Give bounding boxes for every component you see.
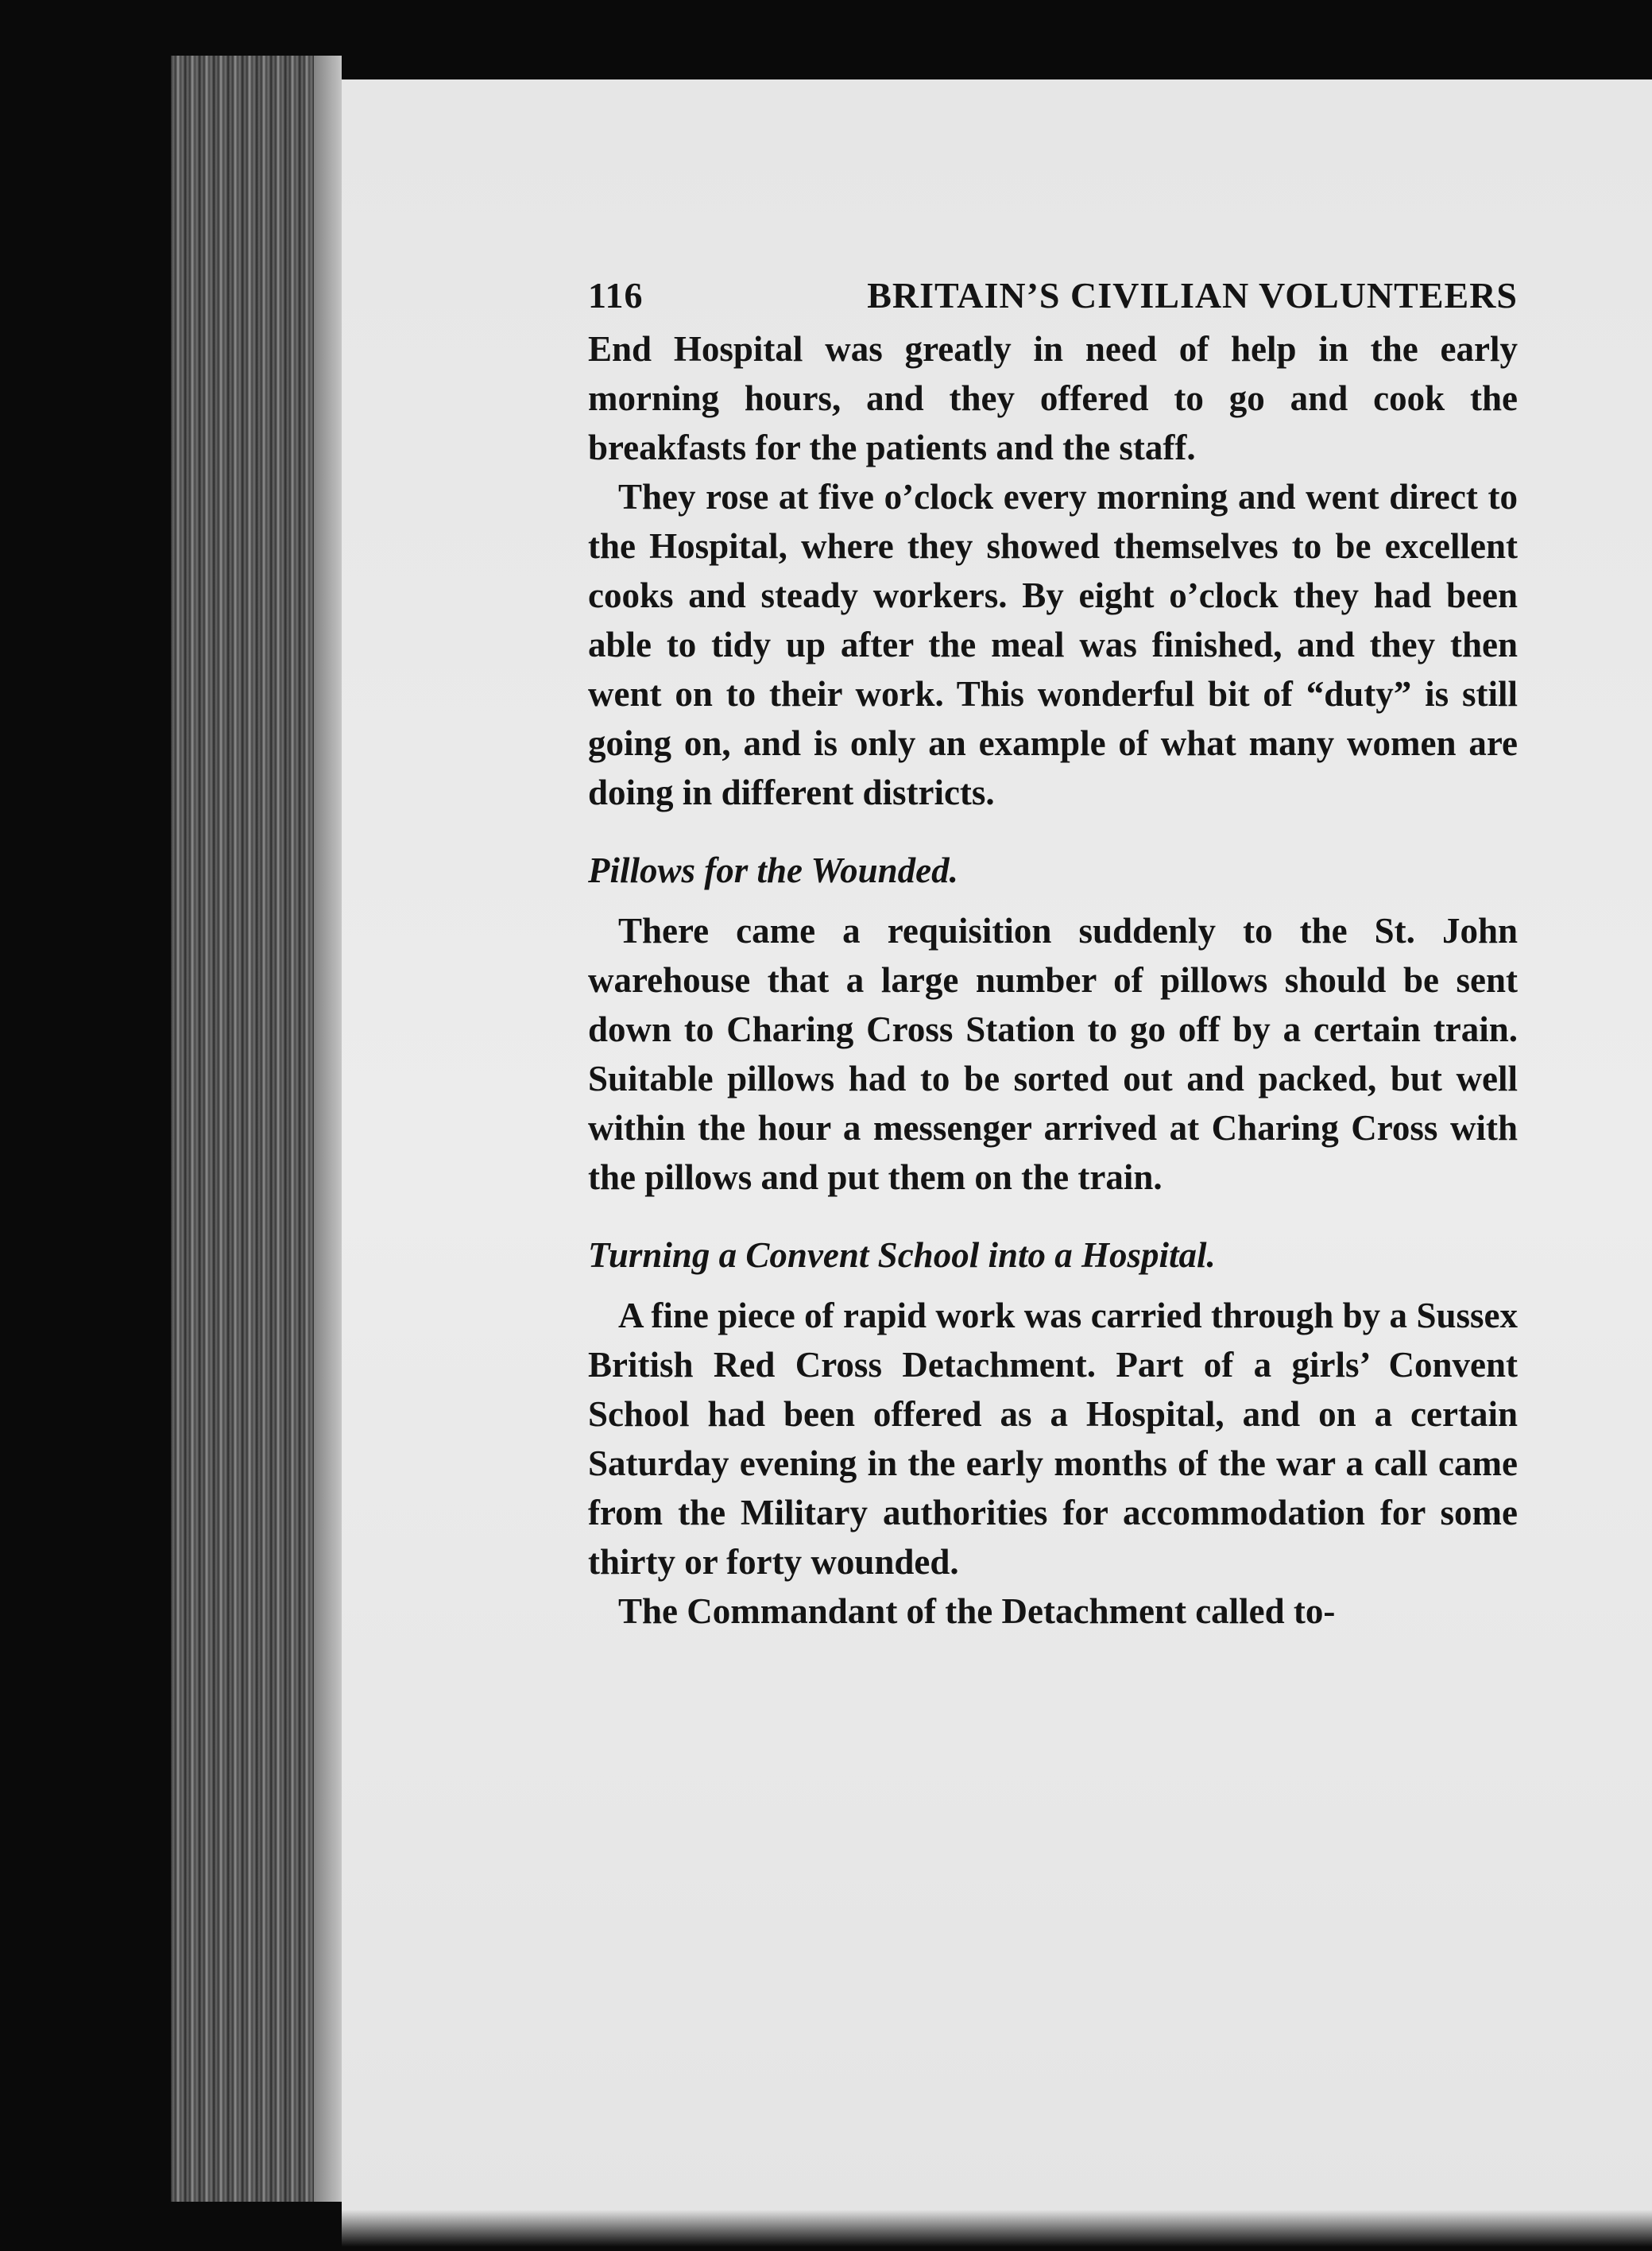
paragraph: There came a requisition suddenly to the St. John warehouse that a large number of pillows should be sent down to Charing Cross Station to go off by a certain train. Suitable pillows had to be sorted out and packed, but well within the hour a messenger arrived at Charing Cross with the pillows and put them on the train.: [588, 911, 1518, 1197]
section-heading: Pillows for the Wounded.: [588, 850, 958, 890]
book-page-edges: [171, 56, 342, 2202]
paragraph: The Commandant of the Detachment called to-: [618, 1591, 1336, 1631]
paragraph: A fine piece of rapid work was carried through by a Sussex British Red Cross Detachment. Part of a girls’ Convent School had been offered as a Hospital, and on a certain Saturday evening in the early months of the war a call came from the Military authorities for accommodation for some thirty or forty wounded.: [588, 1296, 1518, 1582]
running-title: BRITAIN’S CIVILIAN VOLUNTEERS: [867, 275, 1518, 316]
page-number: 116: [588, 275, 644, 316]
running-head: [588, 274, 1518, 316]
page-text-block: [588, 274, 1518, 1636]
paragraph-continued: End Hospital was greatly in need of help in the early morning hours, and they offered to go and cook the breakfasts for the patients and the staff.: [588, 329, 1518, 467]
page-shadow: [238, 2210, 1652, 2251]
paragraph: They rose at five o’clock every morning and went direct to the Hospital, where they showed themselves to be excellent cooks and steady workers. By eight o’clock they had been able to tidy up after the meal was finished, and they then went on to their work. This wonderful bit of “duty” is still going on, and is only an example of what many women are doing in different districts.: [588, 477, 1518, 812]
section-heading: Turning a Convent School into a Hospital.: [588, 1235, 1216, 1275]
book-page: [342, 79, 1652, 2251]
